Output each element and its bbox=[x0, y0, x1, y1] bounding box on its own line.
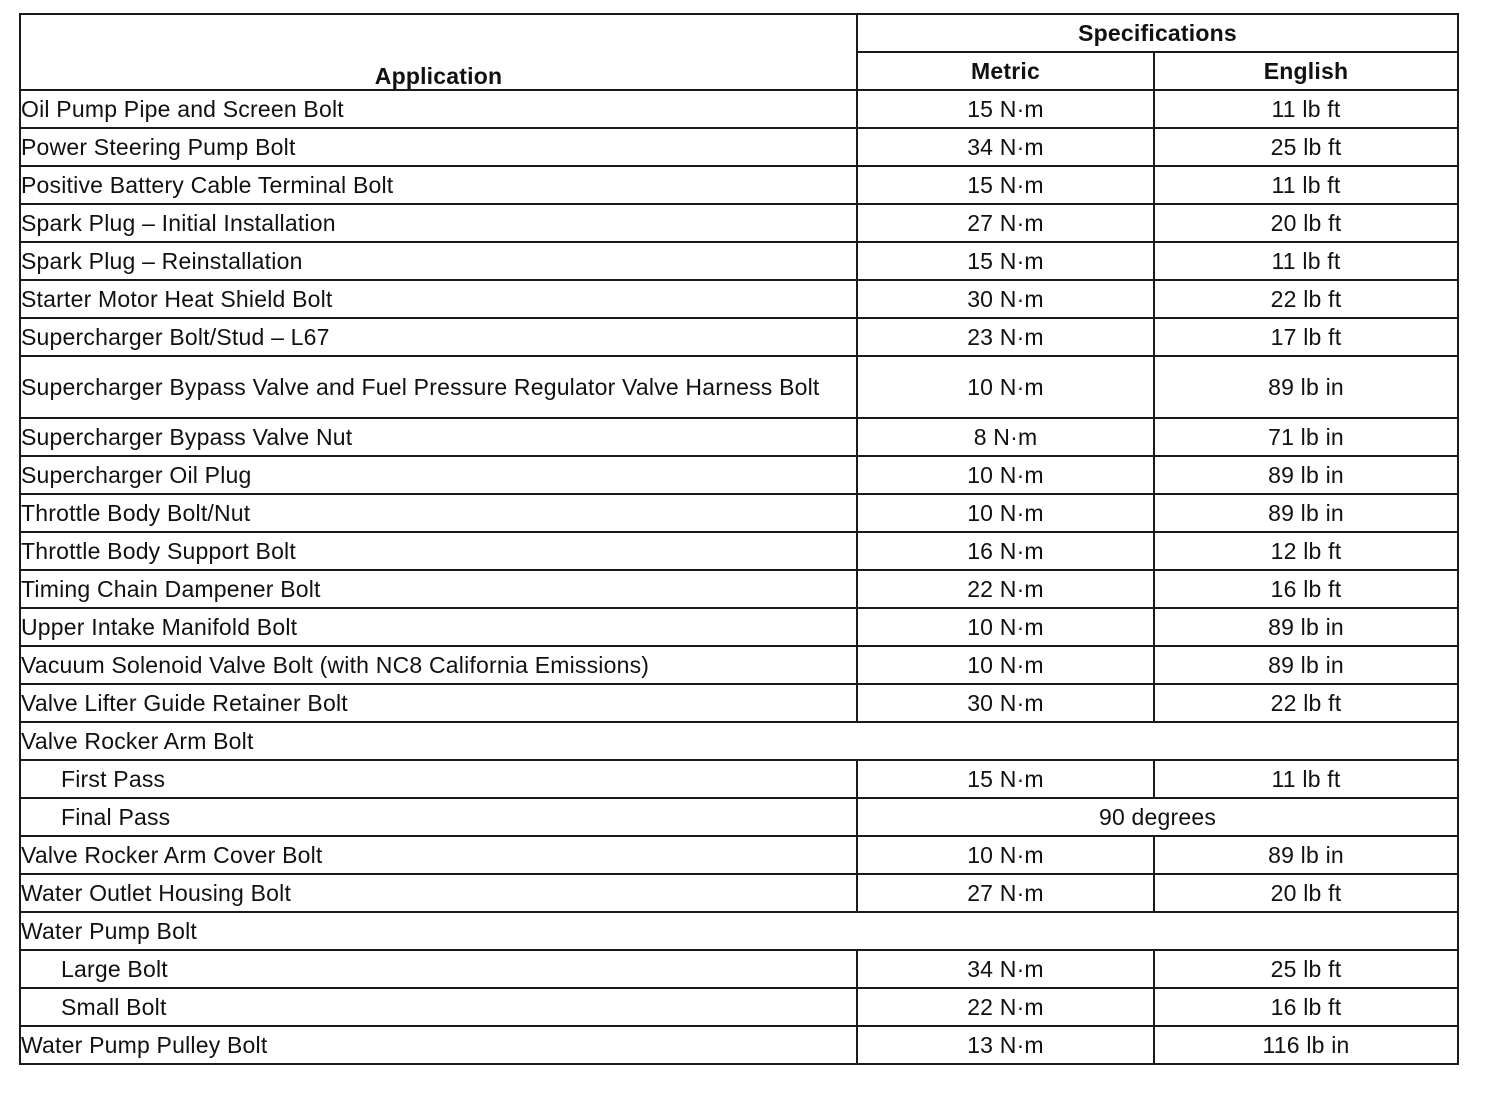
application-cell: Positive Battery Cable Terminal Bolt bbox=[20, 166, 857, 204]
table-row bbox=[20, 836, 1458, 874]
metric-cell: 30 N·m bbox=[857, 280, 1154, 318]
metric-cell: 8 N·m bbox=[857, 418, 1154, 456]
table-row bbox=[20, 570, 1458, 608]
metric-cell: 16 N·m bbox=[857, 532, 1154, 570]
english-cell: 16 lb ft bbox=[1154, 988, 1458, 1026]
application-cell: Water Outlet Housing Bolt bbox=[20, 874, 857, 912]
metric-cell: 13 N·m bbox=[857, 1026, 1154, 1064]
application-cell: Large Bolt bbox=[20, 950, 857, 988]
metric-cell: 34 N·m bbox=[857, 128, 1154, 166]
metric-cell: 10 N·m bbox=[857, 456, 1154, 494]
table-row bbox=[20, 684, 1458, 722]
table-row bbox=[20, 204, 1458, 242]
application-cell: Final Pass bbox=[20, 798, 857, 836]
english-cell: 20 lb ft bbox=[1154, 874, 1458, 912]
application-cell: Power Steering Pump Bolt bbox=[20, 128, 857, 166]
english-cell: 17 lb ft bbox=[1154, 318, 1458, 356]
application-cell: Small Bolt bbox=[20, 988, 857, 1026]
english-cell: 89 lb in bbox=[1154, 608, 1458, 646]
table-row bbox=[20, 988, 1458, 1026]
english-cell: 116 lb in bbox=[1154, 1026, 1458, 1064]
table-row bbox=[20, 418, 1458, 456]
application-group-cell: Valve Rocker Arm Bolt bbox=[20, 722, 1458, 760]
table-row bbox=[20, 532, 1458, 570]
english-cell: 12 lb ft bbox=[1154, 532, 1458, 570]
application-cell: Supercharger Bypass Valve and Fuel Pressure Regulator Valve Harness Bolt bbox=[20, 356, 857, 418]
application-cell: Water Pump Pulley Bolt bbox=[20, 1026, 857, 1064]
metric-cell: 15 N·m bbox=[857, 242, 1154, 280]
english-cell: 89 lb in bbox=[1154, 456, 1458, 494]
english-cell: 22 lb ft bbox=[1154, 684, 1458, 722]
header-metric: Metric bbox=[857, 52, 1154, 90]
table-row bbox=[20, 760, 1458, 798]
table-row bbox=[20, 494, 1458, 532]
application-cell: Vacuum Solenoid Valve Bolt (with NC8 California Emissions) bbox=[20, 646, 857, 684]
application-cell: Valve Lifter Guide Retainer Bolt bbox=[20, 684, 857, 722]
english-cell: 11 lb ft bbox=[1154, 90, 1458, 128]
table-row bbox=[20, 356, 1458, 418]
metric-cell: 10 N·m bbox=[857, 608, 1154, 646]
metric-cell: 15 N·m bbox=[857, 90, 1154, 128]
application-group-cell: Water Pump Bolt bbox=[20, 912, 1458, 950]
english-cell: 22 lb ft bbox=[1154, 280, 1458, 318]
english-cell: 89 lb in bbox=[1154, 836, 1458, 874]
application-cell: Oil Pump Pipe and Screen Bolt bbox=[20, 90, 857, 128]
application-cell: First Pass bbox=[20, 760, 857, 798]
metric-cell: 10 N·m bbox=[857, 836, 1154, 874]
table-row bbox=[20, 456, 1458, 494]
english-cell: 25 lb ft bbox=[1154, 128, 1458, 166]
metric-cell: 30 N·m bbox=[857, 684, 1154, 722]
table-row bbox=[20, 608, 1458, 646]
table-row bbox=[20, 90, 1458, 128]
metric-cell: 27 N·m bbox=[857, 874, 1154, 912]
metric-cell: 10 N·m bbox=[857, 494, 1154, 532]
english-cell: 11 lb ft bbox=[1154, 242, 1458, 280]
table-group-row bbox=[20, 722, 1458, 760]
english-cell: 16 lb ft bbox=[1154, 570, 1458, 608]
english-cell: 20 lb ft bbox=[1154, 204, 1458, 242]
table-row bbox=[20, 128, 1458, 166]
header-application: Application bbox=[20, 14, 857, 90]
torque-spec-table bbox=[19, 13, 1459, 1065]
table-row bbox=[20, 318, 1458, 356]
metric-cell: 22 N·m bbox=[857, 988, 1154, 1026]
english-cell: 25 lb ft bbox=[1154, 950, 1458, 988]
application-cell: Upper Intake Manifold Bolt bbox=[20, 608, 857, 646]
metric-cell: 23 N·m bbox=[857, 318, 1154, 356]
application-cell: Supercharger Bolt/Stud – L67 bbox=[20, 318, 857, 356]
application-cell: Throttle Body Support Bolt bbox=[20, 532, 857, 570]
table-row bbox=[20, 242, 1458, 280]
application-cell: Valve Rocker Arm Cover Bolt bbox=[20, 836, 857, 874]
metric-cell: 10 N·m bbox=[857, 356, 1154, 418]
english-cell: 89 lb in bbox=[1154, 494, 1458, 532]
english-cell: 89 lb in bbox=[1154, 646, 1458, 684]
table-row bbox=[20, 1026, 1458, 1064]
application-cell: Starter Motor Heat Shield Bolt bbox=[20, 280, 857, 318]
combined-spec-cell: 90 degrees bbox=[857, 798, 1458, 836]
table-row bbox=[20, 950, 1458, 988]
header-english: English bbox=[1154, 52, 1458, 90]
header-specifications: Specifications bbox=[857, 14, 1458, 52]
metric-cell: 15 N·m bbox=[857, 760, 1154, 798]
table-row bbox=[20, 166, 1458, 204]
metric-cell: 10 N·m bbox=[857, 646, 1154, 684]
application-cell: Spark Plug – Reinstallation bbox=[20, 242, 857, 280]
english-cell: 11 lb ft bbox=[1154, 760, 1458, 798]
application-cell: Supercharger Bypass Valve Nut bbox=[20, 418, 857, 456]
table-row bbox=[20, 646, 1458, 684]
metric-cell: 22 N·m bbox=[857, 570, 1154, 608]
metric-cell: 34 N·m bbox=[857, 950, 1154, 988]
table-row bbox=[20, 874, 1458, 912]
metric-cell: 27 N·m bbox=[857, 204, 1154, 242]
table-row bbox=[20, 798, 1458, 836]
application-cell: Timing Chain Dampener Bolt bbox=[20, 570, 857, 608]
english-cell: 11 lb ft bbox=[1154, 166, 1458, 204]
table-group-row bbox=[20, 912, 1458, 950]
metric-cell: 15 N·m bbox=[857, 166, 1154, 204]
application-cell: Throttle Body Bolt/Nut bbox=[20, 494, 857, 532]
english-cell: 89 lb in bbox=[1154, 356, 1458, 418]
application-cell: Supercharger Oil Plug bbox=[20, 456, 857, 494]
table-row bbox=[20, 280, 1458, 318]
english-cell: 71 lb in bbox=[1154, 418, 1458, 456]
application-cell: Spark Plug – Initial Installation bbox=[20, 204, 857, 242]
